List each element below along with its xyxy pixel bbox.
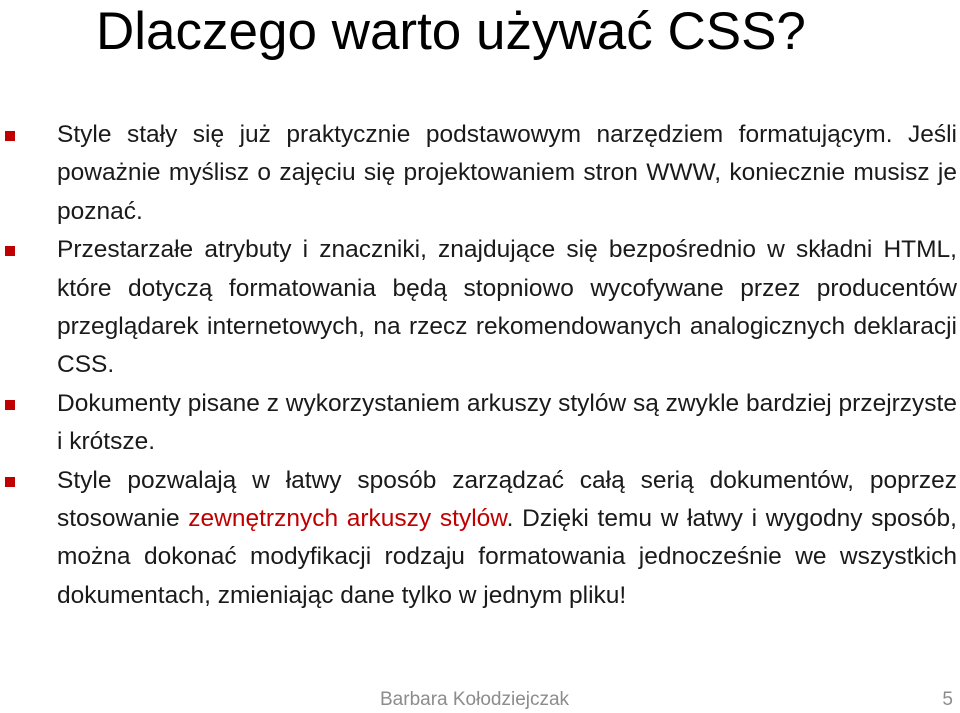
square-bullet-icon [5,477,15,487]
footer-author: Barbara Kołodziejczak [380,689,570,710]
square-bullet-icon [5,400,15,410]
bullet-text-after: . Dzięki temu w łatwy i wygodny sposób, można dokonać modyfikacji rodzaju formatowania jednocześnie we wszystkich dokumentach, zmieniając dane tylko w jednym pliku! [57,505,957,609]
bullet-item [0,116,960,231]
bullet-item [0,231,960,385]
bullet-text: Style stały się już praktycznie podstawowym narzędziem formatującym. Jeśli poważnie myślisz o zajęciu się projektowaniem stron WWW, koniecznie musisz je poznać. [57,121,957,225]
bullet-item [0,385,960,462]
bullet-text-before: Style pozwalają w łatwy sposób zarządzać całą serią dokumentów, poprzez stosowanie [57,466,957,533]
bullet-text: Przestarzałe atrybuty i znaczniki, znajdujące się bezpośrednio w składni HTML, które dotyczą formatowania będą stopniowo wycofywane przez producentów przeglądarek internetowych, na rzecz rekomendowanych analogicznych deklaracji CSS. [57,236,957,379]
square-bullet-icon [5,131,15,141]
square-bullet-icon [5,246,15,256]
page-number: 5 [942,689,953,710]
bullet-list [0,116,960,615]
slide-title: Dlaczego warto używać CSS? [96,2,806,61]
bullet-text: Dokumenty pisane z wykorzystaniem arkuszy stylów są zwykle bardziej przejrzyste i krótsze. [57,389,957,456]
bullet-item [0,462,960,616]
highlighted-phrase: zewnętrznych arkuszy stylów [188,505,507,533]
